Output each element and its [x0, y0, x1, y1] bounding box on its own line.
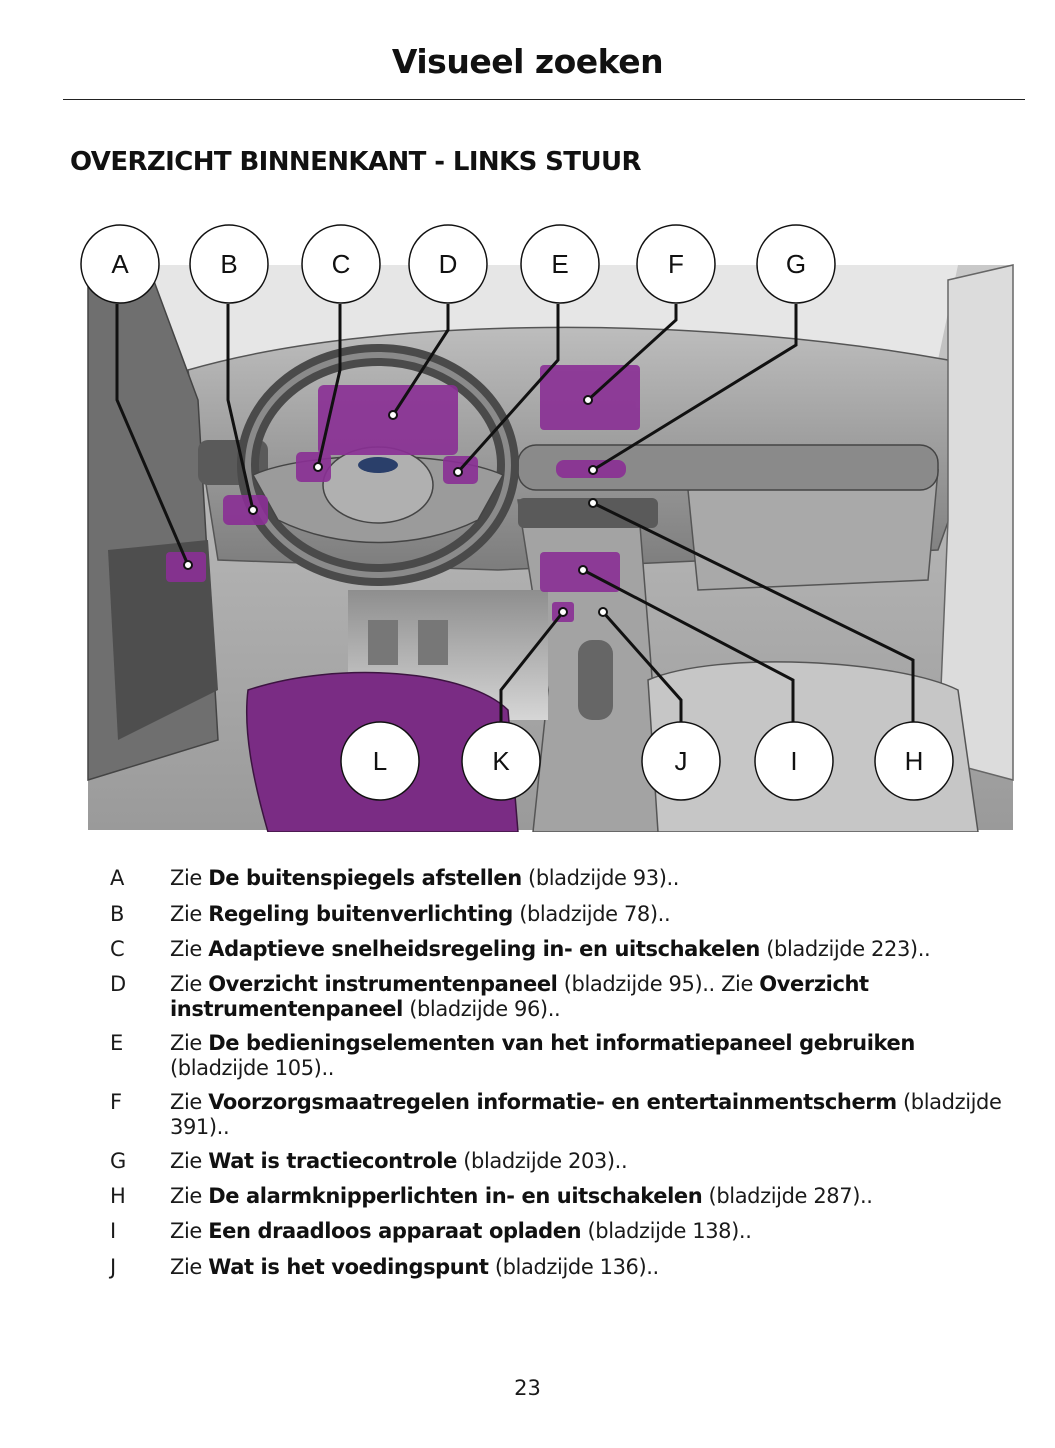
pedal-left	[368, 620, 398, 665]
zone-b-light-switch	[223, 495, 268, 525]
legend-text	[170, 1090, 1015, 1140]
page-reference: (bladzijde 93)..	[521, 866, 680, 890]
callout-b-label: B	[220, 249, 238, 279]
legend-letter: G	[110, 1149, 126, 1173]
zone-d-instrument-cluster	[318, 385, 458, 455]
pedal-right	[418, 620, 448, 665]
topic-link[interactable]: Wat is het voedingspunt	[208, 1255, 489, 1279]
page-reference: (bladzijde 96)..	[402, 997, 561, 1021]
callout-d-label: D	[438, 249, 458, 279]
topic-link[interactable]: Wat is tractiecontrole	[208, 1149, 457, 1173]
legend-item-j	[0, 1255, 1015, 1280]
legend-letter: E	[110, 1031, 123, 1055]
page-reference: (bladzijde 138)..	[581, 1219, 752, 1243]
callout-g	[757, 225, 835, 303]
legend-text	[170, 1255, 1015, 1280]
topic-link[interactable]: De bedieningselementen van het informatiepaneel gebruiken	[208, 1031, 915, 1055]
see-word: Zie	[170, 1149, 209, 1173]
page-reference: (bladzijde 287)..	[702, 1184, 873, 1208]
gear-shifter	[578, 640, 613, 720]
page-reference: (bladzijde 95)..	[557, 972, 722, 996]
legend-letter: J	[110, 1255, 116, 1279]
page-reference: (bladzijde 223)..	[759, 937, 931, 961]
topic-link[interactable]: De alarmknipperlichten in- en uitschakelen	[208, 1184, 703, 1208]
topic-link[interactable]: Overzicht instrumentenpaneel	[208, 972, 558, 996]
see-word: Zie	[170, 972, 209, 996]
legend-item-e	[0, 1031, 1015, 1081]
callout-e	[521, 225, 599, 303]
legend-text	[170, 972, 1015, 1022]
callout-b	[190, 225, 268, 303]
legend-letter: I	[110, 1219, 116, 1243]
legend-letter: C	[110, 937, 125, 961]
page-reference: (bladzijde 105)..	[170, 1056, 334, 1080]
callout-j-label: J	[674, 746, 688, 776]
legend-item-b	[0, 902, 1015, 927]
legend-text	[170, 1184, 1015, 1209]
callout-a	[81, 225, 159, 303]
callout-i-label: I	[790, 746, 798, 776]
topic-link[interactable]: Overzicht instrumentenpaneel	[170, 972, 869, 1021]
legend-item-h	[0, 1184, 1015, 1209]
legend-letter: H	[110, 1184, 126, 1208]
callout-h-label: H	[904, 746, 924, 776]
legend-item-i	[0, 1219, 1015, 1244]
see-word: Zie	[170, 937, 209, 961]
see-word: Zie	[170, 1219, 209, 1243]
topic-link[interactable]: Adaptieve snelheidsregeling in- en uitschakelen	[208, 937, 760, 961]
topic-link[interactable]: Een draadloos apparaat opladen	[208, 1219, 582, 1243]
see-word: Zie	[170, 1255, 209, 1279]
see-word: Zie	[170, 866, 209, 890]
callout-f	[637, 225, 715, 303]
callout-c	[302, 225, 380, 303]
callout-k	[462, 722, 540, 800]
header-divider	[63, 99, 1025, 100]
legend-text	[170, 937, 1015, 962]
legend-letter: B	[110, 902, 125, 926]
callout-j	[642, 722, 720, 800]
page-reference: (bladzijde 391)..	[170, 1090, 1002, 1139]
callout-l	[341, 722, 419, 800]
legend-item-c	[0, 937, 1015, 962]
page-number: 23	[514, 1376, 541, 1400]
callout-a-label: A	[111, 249, 129, 279]
callout-k-label: K	[492, 746, 510, 776]
section-title: OVERZICHT BINNENKANT - LINKS STUUR	[70, 147, 641, 177]
see-word: Zie	[170, 1184, 209, 1208]
legend-text	[170, 1149, 1015, 1174]
topic-link[interactable]: Regeling buitenverlichting	[208, 902, 513, 926]
callout-f-label: F	[668, 249, 684, 279]
callout-g-label: G	[785, 249, 807, 279]
page-reference: (bladzijde 203)..	[456, 1149, 628, 1173]
legend-letter: F	[110, 1090, 122, 1114]
page-reference: (bladzijde 136)..	[488, 1255, 659, 1279]
topic-link[interactable]: Voorzorgsmaatregelen informatie- en entertainmentscherm	[208, 1090, 897, 1114]
page-reference: (bladzijde 78)..	[512, 902, 671, 926]
callout-i	[755, 722, 833, 800]
legend-text	[170, 902, 1015, 927]
see-word: Zie	[170, 1031, 209, 1055]
see-word: Zie	[721, 972, 760, 996]
legend-item-g	[0, 1149, 1015, 1174]
callout-d	[409, 225, 487, 303]
legend-letter: A	[110, 866, 124, 890]
topic-link[interactable]: De buitenspiegels afstellen	[208, 866, 522, 890]
interior-overview-illustration	[78, 220, 1018, 832]
legend-text	[170, 1031, 1015, 1081]
callout-e-label: E	[551, 249, 569, 279]
legend-text	[170, 1219, 1015, 1244]
see-word: Zie	[170, 1090, 209, 1114]
see-word: Zie	[170, 902, 209, 926]
page-header-title: Visueel zoeken	[391, 42, 664, 81]
legend-item-a	[0, 866, 1015, 891]
legend-item-f	[0, 1090, 1015, 1140]
callout-h	[875, 722, 953, 800]
callout-c-label: C	[331, 249, 351, 279]
legend-letter: D	[110, 972, 126, 996]
legend-text	[170, 866, 1015, 891]
legend-item-d	[0, 972, 1015, 1022]
callout-l-label: L	[372, 746, 388, 776]
